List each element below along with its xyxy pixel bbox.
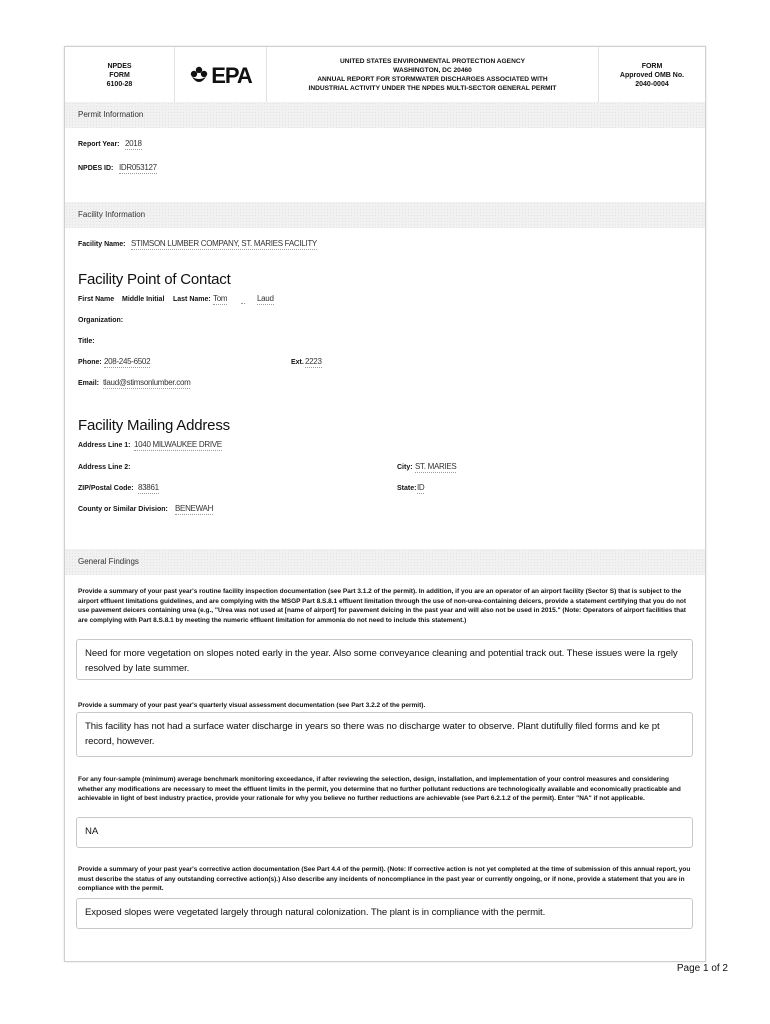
agency-line: ANNUAL REPORT FOR STORMWATER DISCHARGES ASSOCIATED WITH — [317, 76, 548, 83]
question-corrective-action: Provide a summary of your past year's corrective action documentation (See Part 4.4 of the permit). (Note: If corrective action is not yet completed at the time of submission of this annual report, you must describe the status of any outstanding corrective action(s).) Also describe any incidents of noncompliance in the past year or currently ongoing, or if none, provide a statement that you are in compliance with the permit. — [78, 866, 691, 893]
state-label: State: — [397, 485, 417, 492]
county-field[interactable]: BENEWAH — [175, 504, 214, 513]
organization-label: Organization: — [78, 317, 124, 324]
last-name-field[interactable]: Laud — [257, 294, 274, 303]
npdes-id-field[interactable]: IDR053127 — [119, 163, 157, 172]
omb-line: Approved OMB No. — [619, 71, 685, 79]
agency-title-block — [267, 47, 599, 103]
section-bar-permit-information: Permit Information — [65, 102, 705, 128]
epa-logo-text: EPA — [211, 62, 252, 88]
last-name-label: Last Name: — [173, 296, 211, 303]
email-label: Email: — [78, 380, 100, 387]
ext-label: Ext. — [291, 359, 304, 366]
contact-heading: Facility Point of Contact — [78, 271, 231, 288]
state-field[interactable]: ID — [417, 483, 425, 492]
middle-initial-label: Middle Initial — [122, 296, 165, 303]
ext-field[interactable]: 2223 — [305, 357, 322, 366]
zip-field[interactable]: 83861 — [138, 483, 159, 492]
first-name-label: First Name — [78, 296, 115, 303]
address-line-1-field[interactable]: 1040 MILWAUKEE DRIVE — [134, 440, 222, 449]
mailing-heading: Facility Mailing Address — [78, 417, 230, 434]
epa-logo — [189, 62, 252, 88]
facility-name-field[interactable]: STIMSON LUMBER COMPANY, ST. MARIES FACILITY — [131, 239, 317, 248]
form-page — [64, 46, 706, 962]
middle-initial-field[interactable] — [241, 303, 245, 304]
npdes-id-label: NPDES ID: — [78, 165, 114, 172]
question-benchmark-exceedance: For any four-sample (minimum) average benchmark monitoring exceedance, if after reviewing the selection, design, installation, and implementation of your control measures and considering whether any modifications are necessary to meet the effluent limits in the permit, you determine that no further pollutant reductions are technologically available and economically practicable and achievable in light of best industry practice, provide your rationale for why you believe no further reductions are achievable (see Part 6.2.1.2 of the permit). Enter "NA" if not applicable. — [78, 776, 681, 803]
city-field[interactable]: ST. MARIES — [415, 462, 457, 471]
zip-label: ZIP/Postal Code: — [78, 485, 134, 492]
question-visual-assessment: Provide a summary of your past year's quarterly visual assessment documentation (see Part 3.2.2 of the permit). — [78, 702, 426, 709]
email-field[interactable]: tlaud@stimsonlumber.com — [103, 378, 191, 387]
form-id-line: NPDES — [107, 62, 132, 70]
first-name-field[interactable]: Tom — [213, 294, 228, 303]
form-id-line: 6100-28 — [106, 80, 133, 88]
answer-visual-assessment[interactable]: This facility has not had a surface water discharge in years so there was no discharge water to observe. Plant dutifully filed forms and ke pt record, however. — [76, 712, 693, 757]
form-header — [65, 47, 705, 103]
agency-line: UNITED STATES ENVIRONMENTAL PROTECTION AGENCY — [340, 58, 525, 65]
omb-line: 2040-0004 — [635, 80, 669, 88]
form-id-line: FORM — [109, 71, 130, 79]
report-year-field[interactable]: 2018 — [125, 139, 142, 148]
phone-label: Phone: — [78, 359, 102, 366]
omb-line: FORM — [641, 62, 663, 70]
title-label: Title: — [78, 338, 95, 345]
address-line-1-label: Address Line 1: — [78, 442, 131, 449]
agency-line: WASHINGTON, DC 20460 — [393, 67, 472, 74]
phone-field[interactable]: 208-245-6502 — [104, 357, 151, 366]
address-line-2-label: Address Line 2: — [78, 464, 131, 471]
epa-flower-icon — [189, 65, 209, 85]
section-bar-facility-information: Facility Information — [65, 202, 705, 228]
agency-line: INDUSTRIAL ACTIVITY UNDER THE NPDES MULTI-SECTOR GENERAL PERMIT — [308, 85, 557, 92]
facility-name-label: Facility Name: — [78, 241, 126, 248]
page-number: Page 1 of 2 — [676, 963, 728, 974]
answer-benchmark-exceedance[interactable]: NA — [76, 817, 693, 848]
omb-block — [599, 47, 705, 103]
county-label: County or Similar Division: — [78, 506, 168, 513]
answer-corrective-action[interactable]: Exposed slopes were vegetated largely through natural colonization. The plant is in compliance with the permit. — [76, 898, 693, 929]
report-year-label: Report Year: — [78, 141, 120, 148]
question-inspection-summary: Provide a summary of your past year's routine facility inspection documentation (see Part 3.1.2 of the permit). In addition, if you are an operator of an airport facility (Sector S) that is subject to the airport effluent limitations guidelines, and are complying with the MSGP Part 8.S.8.1 effluent limitation through the use of non-urea-containing deicers, provide a statement certifying that you do not use pavement deicers containing urea (e.g., "Urea was not used at [name of airport] for pavement deicing in the past year and will also not be used in 2015." (Note: Operators of airport facilities that are complying with Part 8.S.8.1 by meeting the numeric effluent limitation for ammonia do not need to include this statement.) — [78, 588, 687, 624]
epa-logo-block — [175, 47, 267, 103]
form-id-block — [65, 47, 175, 103]
section-bar-general-findings: General Findings — [65, 549, 705, 575]
city-label: City: — [397, 464, 413, 471]
answer-inspection-summary[interactable]: Need for more vegetation on slopes noted early in the year. Also some conveyance cleaning and potential track out. These issues were la rgely resolved by late summer. — [76, 639, 693, 680]
